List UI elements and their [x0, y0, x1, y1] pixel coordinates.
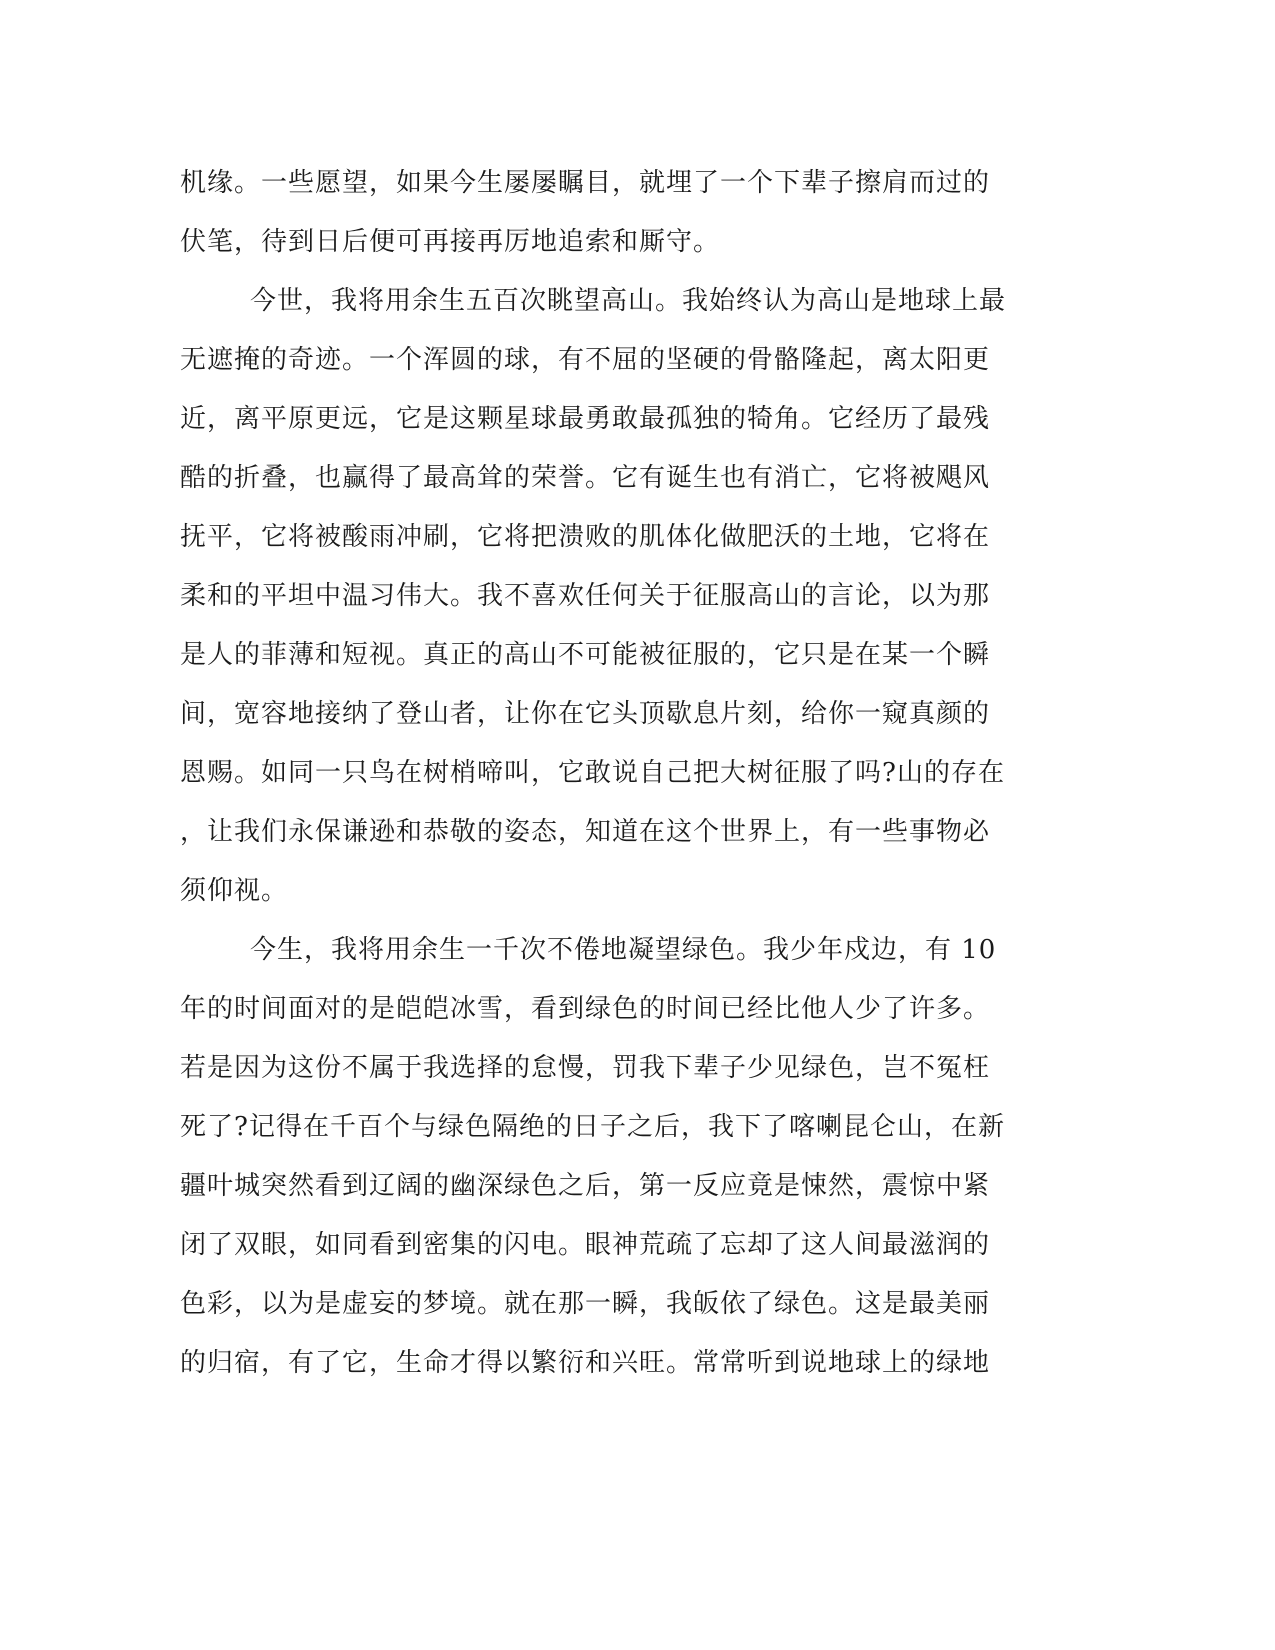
text-line: 若是因为这份不属于我选择的怠慢，罚我下辈子少见绿色，岂不冤枉 [180, 1053, 991, 1083]
text-line: ，让我们永保谦逊和恭敬的姿态，知道在这个世界上，有一些事物必 [180, 817, 991, 847]
text-line: 今生，我将用余生一千次不倦地凝望绿色。我少年戍边，有 10 [250, 935, 997, 965]
text-line: 间，宽容地接纳了登山者，让你在它头顶歇息片刻，给你一窥真颜的 [180, 699, 991, 729]
text-line: 恩赐。如同一只鸟在树梢啼叫，它敢说自己把大树征服了吗?山的存在 [180, 758, 1005, 788]
text-line: 柔和的平坦中温习伟大。我不喜欢任何关于征服高山的言论，以为那 [180, 581, 991, 611]
text-line: 色彩，以为是虚妄的梦境。就在那一瞬，我皈依了绿色。这是最美丽 [180, 1289, 991, 1319]
text-line: 的归宿，有了它，生命才得以繁衍和兴旺。常常听到说地球上的绿地 [180, 1348, 991, 1378]
body-text [180, 154, 1030, 1393]
text-line: 须仰视。 [180, 876, 289, 906]
text-line: 是人的菲薄和短视。真正的高山不可能被征服的，它只是在某一个瞬 [180, 640, 991, 670]
text-line: 机缘。一些愿望，如果今生屡屡瞩目，就埋了一个下辈子擦肩而过的 [180, 168, 991, 198]
text-line: 闭了双眼，如同看到密集的闪电。眼神荒疏了忘却了这人间最滋润的 [180, 1230, 991, 1260]
text-line: 年的时间面对的是皑皑冰雪，看到绿色的时间已经比他人少了许多。 [180, 994, 991, 1024]
text-line: 酷的折叠，也赢得了最高耸的荣誉。它有诞生也有消亡，它将被飓风 [180, 463, 991, 493]
text-line: 抚平，它将被酸雨冲刷，它将把溃败的肌体化做肥沃的土地，它将在 [180, 522, 991, 552]
text-line: 无遮掩的奇迹。一个浑圆的球，有不屈的坚硬的骨骼隆起，离太阳更 [180, 345, 991, 375]
text-line: 今世，我将用余生五百次眺望高山。我始终认为高山是地球上最 [250, 286, 1007, 316]
text-line: 死了?记得在千百个与绿色隔绝的日子之后，我下了喀喇昆仑山，在新 [180, 1112, 1005, 1142]
text-line: 伏笔，待到日后便可再接再厉地追索和厮守。 [180, 227, 721, 257]
text-line: 疆叶城突然看到辽阔的幽深绿色之后，第一反应竟是悚然，震惊中紧 [180, 1171, 991, 1201]
text-line: 近，离平原更远，它是这颗星球最勇敢最孤独的犄角。它经历了最残 [180, 404, 991, 434]
